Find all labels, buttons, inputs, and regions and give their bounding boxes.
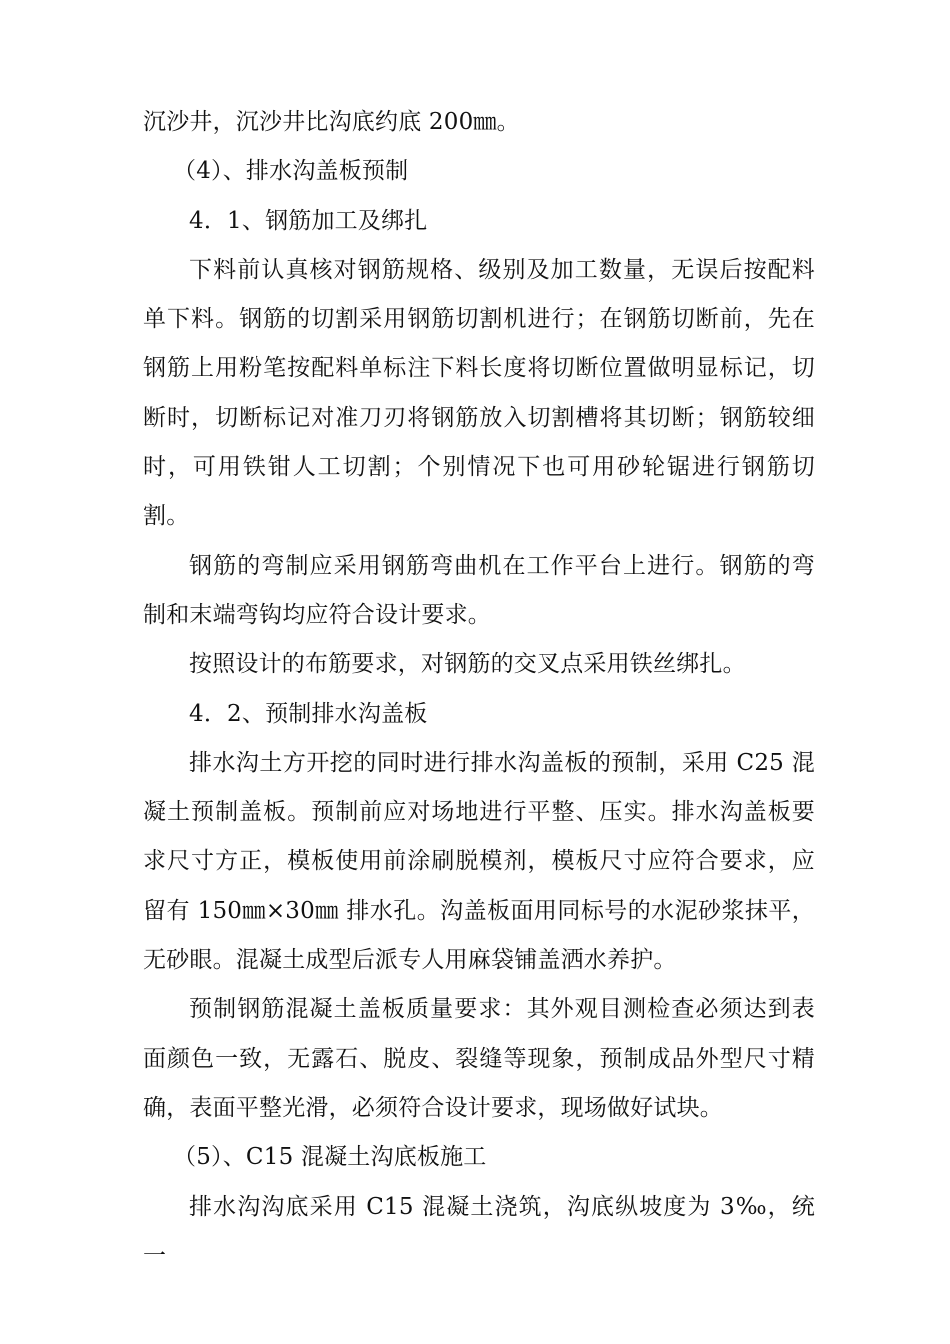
subheading-4-1: 4．1、钢筋加工及绑扎	[189, 207, 428, 234]
paragraph-quality-requirements: 预制钢筋混凝土盖板质量要求：其外观目测检查必须达到表面颜色一致，无露石、脱皮、裂缝等现象，预制成品外型尺寸精确，表面平整光滑，必须符合设计要求，现场做好试块。	[143, 996, 815, 1121]
paragraph-c15-bottom: 排水沟沟底采用 C15 混凝土浇筑，沟底纵坡度为 3‰，统一	[143, 1193, 815, 1269]
document-body	[143, 98, 815, 1281]
paragraph-rebar-binding: 按照设计的布筋要求，对钢筋的交叉点采用铁丝绑扎。	[189, 651, 746, 678]
section-heading-4: （4）、排水沟盖板预制	[173, 158, 409, 185]
section-heading-5: （5）、C15 混凝土沟底板施工	[173, 1144, 487, 1171]
paragraph-continuation: 沉沙井，沉沙井比沟底约底 200㎜。	[143, 109, 520, 135]
paragraph-rebar-cutting: 下料前认真核对钢筋规格、级别及加工数量，无误后按配料单下料。钢筋的切割采用钢筋切割机进行；在钢筋切断前，先在钢筋上用粉笔按配料单标注下料长度将切断位置做明显标记，切断时，切断标记对准刀刃将钢筋放入切割槽将其切断；钢筋较细时，可用铁钳人工切割；个别情况下也可用砂轮锯进行钢筋切割。	[143, 256, 815, 530]
paragraph-rebar-bending: 钢筋的弯制应采用钢筋弯曲机在工作平台上进行。钢筋的弯制和末端弯钩均应符合设计要求。	[143, 552, 815, 628]
paragraph-cover-precast: 排水沟土方开挖的同时进行排水沟盖板的预制，采用 C25 混凝土预制盖板。预制前应对场地进行平整、压实。排水沟盖板要求尺寸方正，模板使用前涂刷脱模剂，模板尺寸应符合要求，应留有 150㎜×30㎜ 排水孔。沟盖板面用同标号的水泥砂浆抹平，无砂眼。混凝土成型后派专人用麻袋铺盖洒水养护。	[143, 749, 815, 974]
subheading-4-2: 4．2、预制排水沟盖板	[189, 700, 428, 727]
